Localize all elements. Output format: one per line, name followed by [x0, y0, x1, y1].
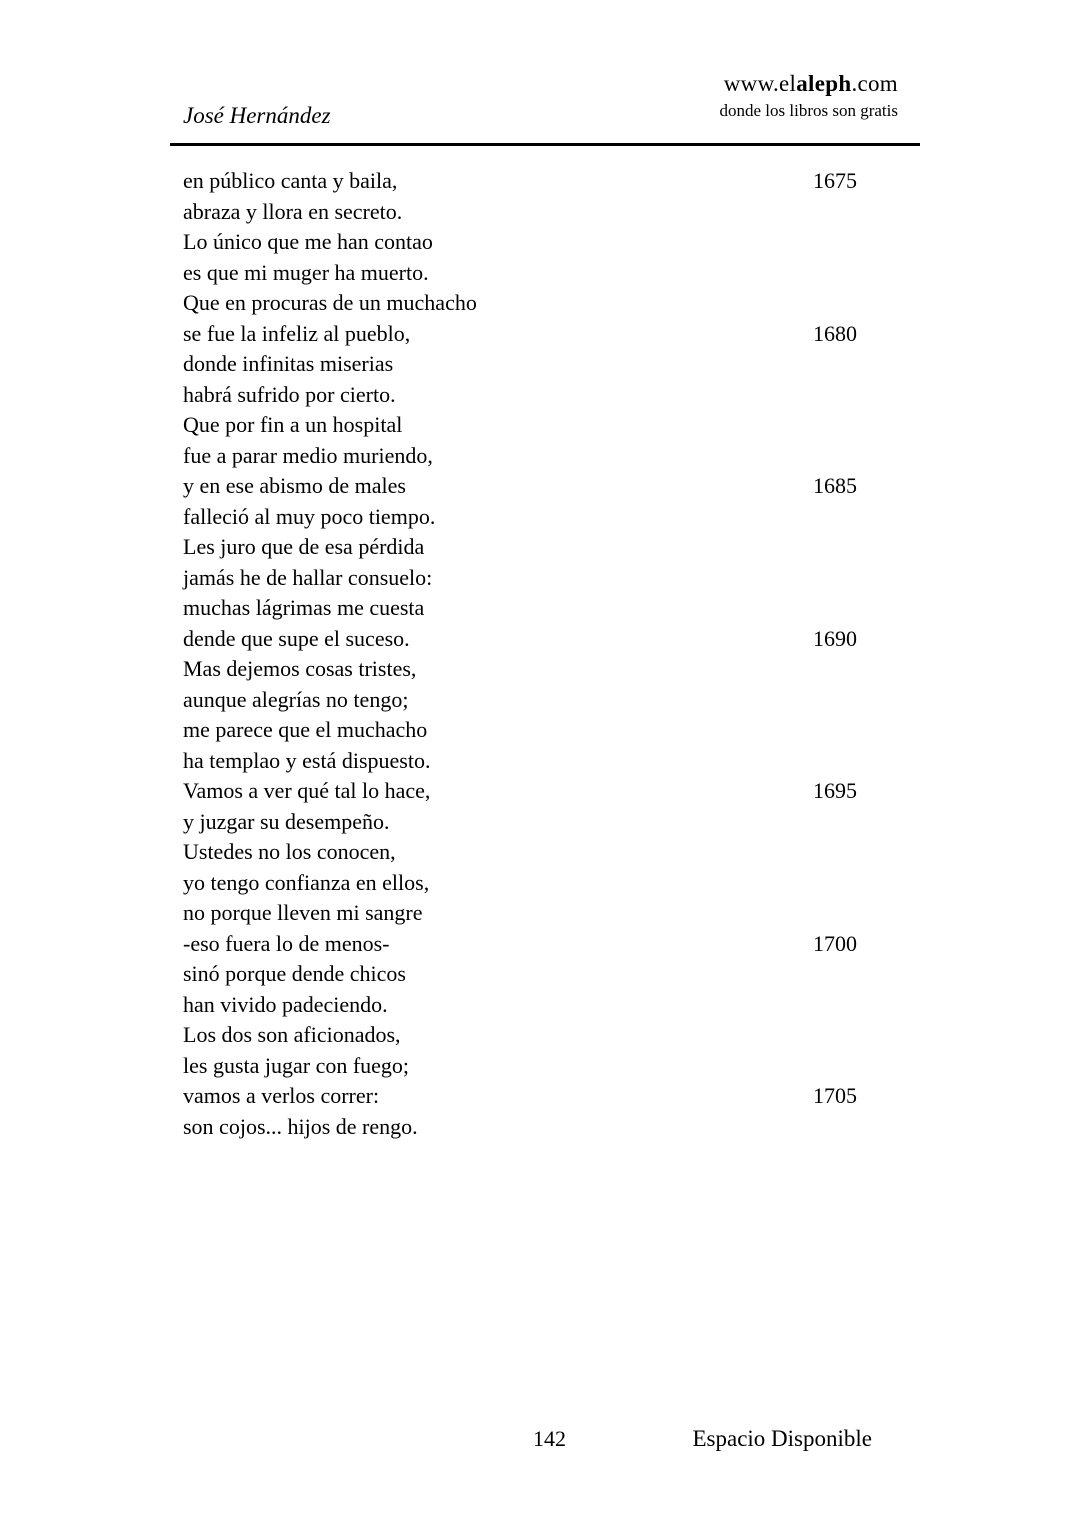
poem-line: [170, 502, 920, 533]
poem-line-text: me parece que el muchacho: [183, 717, 428, 742]
poem-line: [170, 1051, 920, 1082]
page-number: 142: [533, 1426, 566, 1451]
poem-line-text: falleció al muy poco tiempo.: [183, 503, 436, 529]
verse-number: 1675: [813, 168, 857, 193]
poem-line-text: Mas dejemos cosas tristes,: [183, 656, 417, 681]
poem-line: [170, 898, 920, 929]
poem-line: [170, 807, 920, 838]
poem-line: [170, 563, 920, 594]
site-tagline: donde los libros son gratis: [719, 101, 898, 120]
poem-line-text: donde infinitas miserias: [183, 351, 394, 376]
poem-line: [170, 837, 920, 868]
poem-line: [170, 715, 920, 746]
poem-line: [170, 441, 920, 472]
poem-line: [170, 959, 920, 990]
poem-line: [170, 990, 920, 1021]
poem-line-text: y en ese abismo de males: [183, 473, 406, 498]
poem-line-text: Que por fin a un hospital: [183, 412, 403, 437]
poem-line-text: -eso fuera lo de menos-: [183, 930, 390, 956]
site-url-brand: aleph: [796, 71, 852, 96]
poem-line: [170, 746, 920, 777]
poem-line: [170, 166, 920, 197]
poem-line: [170, 685, 920, 716]
poem-line: [170, 471, 920, 502]
poem-line: [170, 288, 920, 319]
poem-line: [170, 532, 920, 563]
poem-line: [170, 624, 920, 655]
poem-line: [170, 319, 920, 350]
poem-line-text: Que en procuras de un muchacho: [183, 290, 477, 315]
poem-line-text: han vivido padeciendo.: [183, 991, 388, 1017]
poem-line: [170, 593, 920, 624]
footer-note: Espacio Disponible: [692, 1426, 872, 1451]
poem-line: [170, 776, 920, 807]
verse-number: 1695: [813, 778, 857, 803]
poem-line-text: se fue la infeliz al pueblo,: [183, 320, 411, 346]
poem-line-text: no porque lleven mi sangre: [183, 900, 423, 925]
poem-line-text: muchas lágrimas me cuesta: [183, 595, 425, 620]
poem-line: [170, 868, 920, 899]
header-divider: [170, 143, 920, 146]
poem-line-text: y juzgar su desempeño.: [183, 808, 390, 834]
poem-line: [170, 380, 920, 411]
site-url-prefix: www.el: [723, 71, 797, 96]
poem-line-text: Los dos son aficionados,: [183, 1022, 401, 1047]
poem-line-text: Les juro que de esa pérdida: [183, 534, 425, 559]
poem-line: [170, 258, 920, 289]
poem-line-text: fue a parar medio muriendo,: [183, 442, 433, 468]
site-url: [720, 71, 899, 97]
poem-line-text: yo tengo confianza en ellos,: [183, 869, 430, 895]
poem-line-text: vamos a verlos correr:: [183, 1083, 380, 1108]
verse-number: 1690: [813, 625, 857, 651]
poem-line: [170, 1081, 920, 1112]
poem-line: [170, 349, 920, 380]
site-url-suffix: .com: [851, 71, 898, 96]
site-info: [720, 71, 899, 121]
poem-line-text: les gusta jugar con fuego;: [183, 1052, 410, 1078]
poem-line: [170, 227, 920, 258]
poem-line: [170, 1112, 920, 1143]
poem-line: [170, 654, 920, 685]
poem-line-text: Ustedes no los conocen,: [183, 839, 396, 864]
poem-line-text: habrá sufrido por cierto.: [183, 381, 396, 407]
poem-line-text: jamás he de hallar consuelo:: [183, 564, 433, 590]
poem-line-text: aunque alegrías no tengo;: [183, 686, 409, 712]
poem-line-text: abraza y llora en secreto.: [183, 198, 403, 224]
poem-line-text: sinó porque dende chicos: [183, 961, 406, 986]
verse-number: 1700: [813, 930, 857, 956]
poem-line: [170, 197, 920, 228]
verse-number: 1680: [813, 320, 857, 346]
poem-line-text: son cojos... hijos de rengo.: [183, 1113, 418, 1139]
verse-number: 1705: [813, 1083, 857, 1108]
page-content: [170, 0, 920, 1529]
poem-body: [170, 166, 920, 1142]
poem-line-text: en público canta y baila,: [183, 168, 398, 193]
poem-line-text: ha templao y está dispuesto.: [183, 747, 431, 773]
poem-line-text: Lo único que me han contao: [183, 229, 433, 254]
poem-line-text: Vamos a ver qué tal lo hace,: [183, 778, 431, 803]
author-name: José Hernández: [183, 103, 331, 128]
poem-line-text: es que mi muger ha muerto.: [183, 259, 429, 285]
verse-number: 1685: [813, 473, 857, 498]
poem-line: [170, 929, 920, 960]
poem-line-text: dende que supe el suceso.: [183, 625, 410, 651]
poem-line: [170, 410, 920, 441]
poem-line: [170, 1020, 920, 1051]
